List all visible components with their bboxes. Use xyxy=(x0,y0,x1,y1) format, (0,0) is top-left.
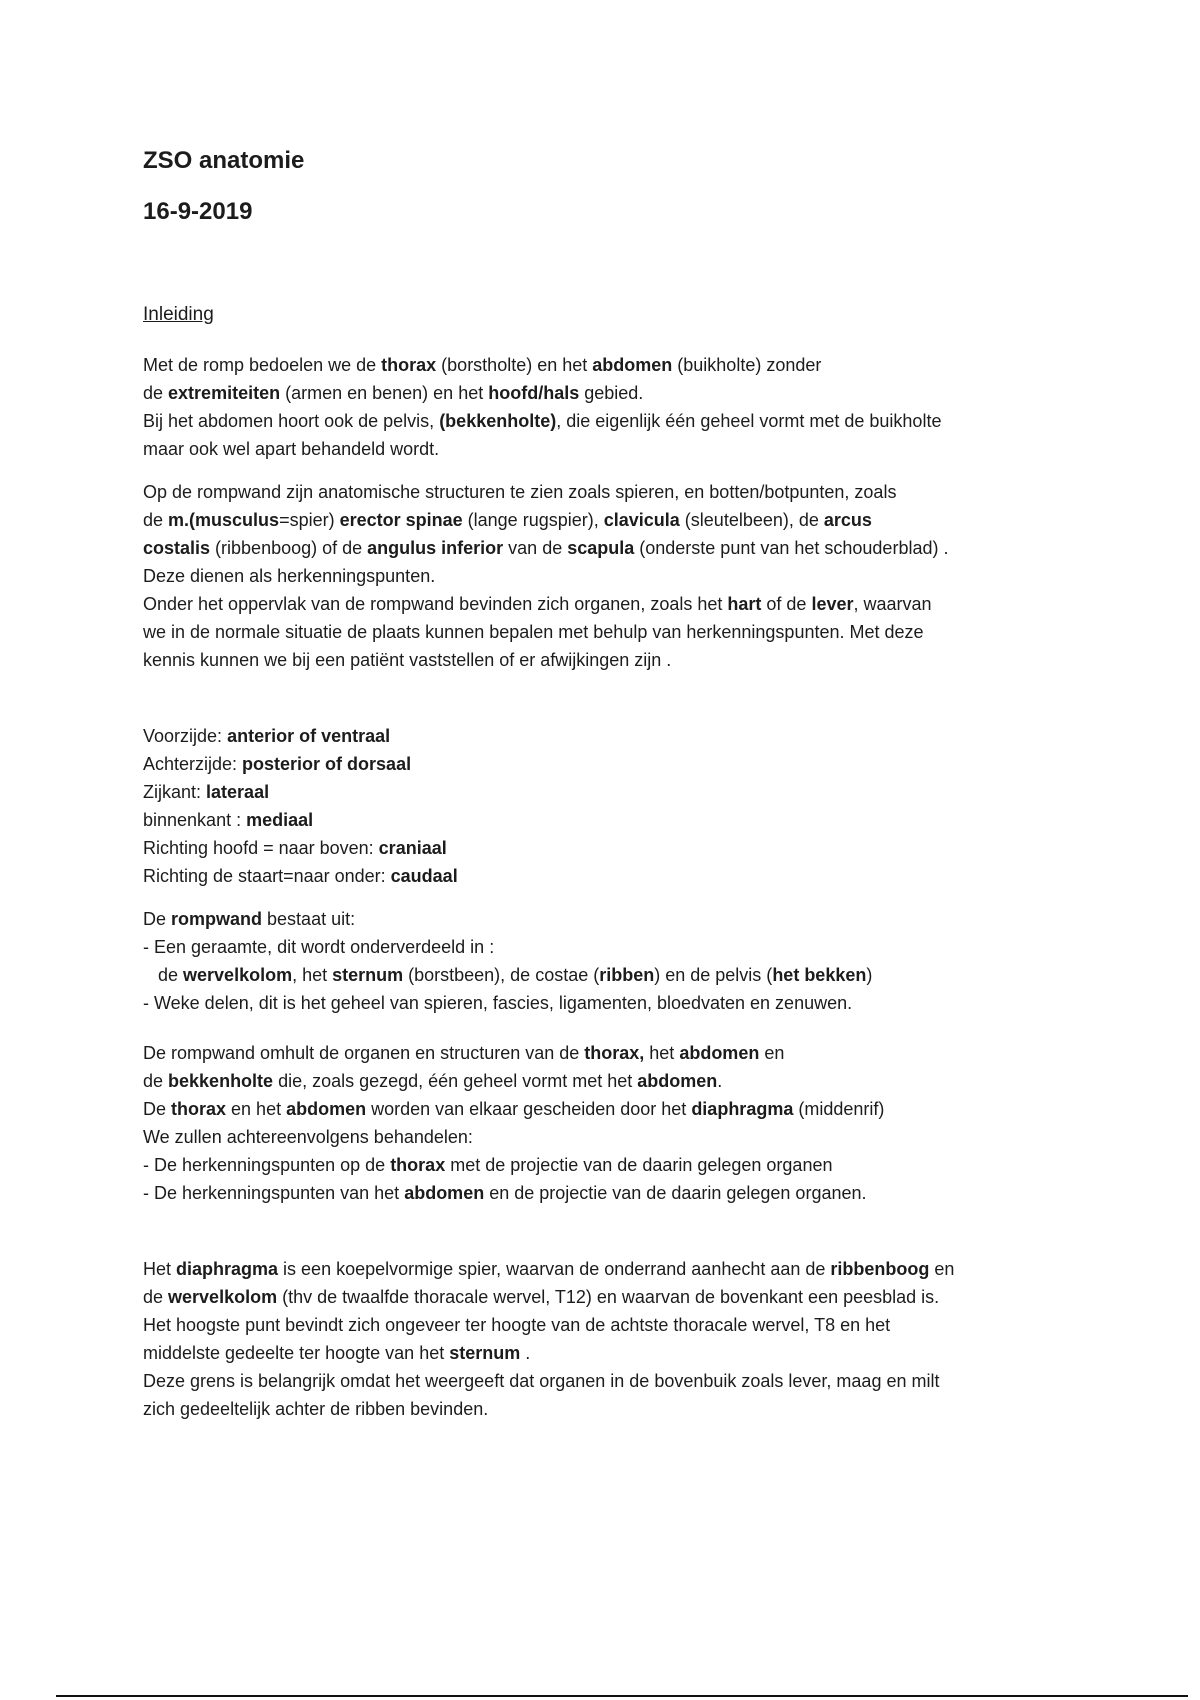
directional-terms-list xyxy=(143,722,1083,890)
bold-term: (bekkenholte) xyxy=(439,411,557,431)
bold-term: hart xyxy=(727,594,762,614)
text-line xyxy=(143,618,1083,646)
text-segment: Richting hoofd = naar boven: xyxy=(143,838,379,858)
bullet-line xyxy=(143,961,1083,989)
bullet-line xyxy=(143,989,1083,1017)
text-segment: is een koepelvormige spier, waarvan de onderrand aanhecht aan de xyxy=(278,1259,831,1279)
text-segment: , het xyxy=(292,965,333,985)
text-segment: , waarvan xyxy=(853,594,932,614)
text-segment: Zijkant: xyxy=(143,782,207,802)
text-segment: De rompwand omhult de organen en structuren van de xyxy=(143,1043,585,1063)
text-segment: De xyxy=(143,1099,172,1119)
bold-term: m.(musculus xyxy=(168,510,280,530)
text-segment: worden van elkaar gescheiden door het xyxy=(366,1099,692,1119)
text-line xyxy=(143,1367,1083,1395)
text-line xyxy=(143,1339,1083,1367)
text-line xyxy=(143,478,1083,506)
text-line xyxy=(143,562,1083,590)
text-line xyxy=(143,905,1083,933)
bold-term: het bekken xyxy=(772,965,867,985)
text-segment: (borstholte) en het xyxy=(436,355,593,375)
bold-term: rompwand xyxy=(171,909,263,929)
paragraph-rompwand-composition xyxy=(143,905,1083,1017)
term-line xyxy=(143,862,1083,890)
bold-term: ribben xyxy=(599,965,655,985)
text-segment: die, zoals gezegd, één geheel vormt met het xyxy=(273,1071,638,1091)
text-line xyxy=(143,1283,1083,1311)
text-line xyxy=(143,351,1083,379)
bold-term: abdomen xyxy=(592,355,673,375)
text-segment: kennis kunnen we bij een patiënt vaststellen of er afwijkingen zijn . xyxy=(143,650,672,670)
bold-term: bekkenholte xyxy=(168,1071,274,1091)
text-segment: de xyxy=(143,510,169,530)
text-segment: en het xyxy=(226,1099,287,1119)
text-segment: (sleutelbeen), de xyxy=(679,510,824,530)
text-line xyxy=(143,506,1083,534)
bullet-line xyxy=(143,1179,1083,1207)
bold-term: erector spinae xyxy=(339,510,463,530)
text-segment: De xyxy=(143,909,172,929)
text-segment: de xyxy=(143,383,169,403)
text-segment: (armen en benen) en het xyxy=(280,383,489,403)
text-line xyxy=(143,1395,1083,1423)
text-segment: . xyxy=(717,1071,723,1091)
text-line xyxy=(143,1067,1083,1095)
text-line xyxy=(143,379,1083,407)
text-segment: de xyxy=(143,1287,169,1307)
term-line xyxy=(143,778,1083,806)
bold-term: hoofd/hals xyxy=(488,383,580,403)
bold-term: abdomen xyxy=(286,1099,367,1119)
document-content xyxy=(143,144,1083,1423)
bold-term: sternum xyxy=(332,965,404,985)
text-segment: (borstbeen), de costae ( xyxy=(403,965,600,985)
text-segment: Achterzijde: xyxy=(143,754,243,774)
text-segment: Richting de staart=naar onder: xyxy=(143,866,391,886)
bold-term: sternum xyxy=(449,1343,521,1363)
bold-term: scapula xyxy=(567,538,635,558)
paragraph-romp-definition xyxy=(143,351,1083,463)
bold-term: mediaal xyxy=(246,810,314,830)
term-line xyxy=(143,750,1083,778)
text-line xyxy=(143,534,1083,562)
bold-term: wervelkolom xyxy=(168,1287,278,1307)
text-segment: We zullen achtereenvolgens behandelen: xyxy=(143,1127,473,1147)
bold-term: arcus xyxy=(823,510,872,530)
text-segment: =spier) xyxy=(279,510,340,530)
text-segment: bestaat uit: xyxy=(262,909,356,929)
term-line xyxy=(143,806,1083,834)
text-segment: - De herkenningspunten op de xyxy=(143,1155,391,1175)
text-segment: Voorzijde: xyxy=(143,726,228,746)
term-line xyxy=(143,722,1083,750)
text-segment: de xyxy=(143,1071,169,1091)
document-title: ZSO anatomie xyxy=(143,147,305,174)
text-segment: (lange rugspier), xyxy=(462,510,604,530)
text-line xyxy=(143,646,1083,674)
text-segment: binnenkant : xyxy=(143,810,247,830)
text-segment: (middenrif) xyxy=(793,1099,885,1119)
bold-term: anterior of ventraal xyxy=(227,726,391,746)
text-segment: - Weke delen, dit is het geheel van spieren, fascies, ligamenten, bloedvaten en zenuwen. xyxy=(143,993,853,1013)
bold-term: abdomen xyxy=(637,1071,718,1091)
text-segment: Onder het oppervlak van de rompwand bevinden zich organen, zoals het xyxy=(143,594,728,614)
text-segment: gebied. xyxy=(579,383,644,403)
text-line xyxy=(143,435,1083,463)
text-line xyxy=(143,1123,1083,1151)
text-segment: Het hoogste punt bevindt zich ongeveer ter hoogte van de achtste thoracale wervel, T8 en het xyxy=(143,1315,891,1335)
text-segment: ) xyxy=(866,965,873,985)
bold-term: clavicula xyxy=(603,510,680,530)
bullet-line xyxy=(143,1151,1083,1179)
text-line xyxy=(143,1039,1083,1067)
page-bottom-rule xyxy=(56,1695,1188,1697)
text-segment: we in de normale situatie de plaats kunnen bepalen met behulp van herkenningspunten. Met deze xyxy=(143,622,924,642)
bold-term: angulus inferior xyxy=(367,538,504,558)
bold-term: diaphragma xyxy=(176,1259,279,1279)
text-line xyxy=(143,1095,1083,1123)
text-segment: (buikholte) zonder xyxy=(672,355,822,375)
text-segment: het xyxy=(644,1043,680,1063)
text-segment: met de projectie van de daarin gelegen organen xyxy=(445,1155,833,1175)
text-segment: (thv de twaalfde thoracale wervel, T12) en waarvan de bovenkant een peesblad is. xyxy=(277,1287,940,1307)
text-segment: (onderste punt van het schouderblad) . xyxy=(634,538,949,558)
bold-term: wervelkolom xyxy=(183,965,293,985)
text-line xyxy=(143,590,1083,618)
bold-term: abdomen xyxy=(404,1183,485,1203)
section-heading-inleiding: Inleiding xyxy=(143,304,214,325)
text-segment: van de xyxy=(503,538,568,558)
bold-term: caudaal xyxy=(390,866,458,886)
paragraph-diaphragma xyxy=(143,1255,1083,1423)
bold-term: ribbenboog xyxy=(830,1259,930,1279)
text-segment: Bij het abdomen hoort ook de pelvis, xyxy=(143,411,440,431)
document-date: 16-9-2019 xyxy=(143,198,253,225)
bullet-line xyxy=(143,933,1083,961)
text-segment: middelste gedeelte ter hoogte van het xyxy=(143,1343,450,1363)
text-segment: - Een geraamte, dit wordt onderverdeeld in : xyxy=(143,937,495,957)
text-line xyxy=(143,407,1083,435)
bold-term: thorax xyxy=(171,1099,227,1119)
paragraph-rompwand-organs xyxy=(143,1039,1083,1207)
text-segment: en de projectie van de daarin gelegen organen. xyxy=(484,1183,867,1203)
bold-term: thorax, xyxy=(584,1043,645,1063)
bold-term: diaphragma xyxy=(691,1099,794,1119)
text-segment: ) en de pelvis ( xyxy=(654,965,773,985)
text-segment: of de xyxy=(761,594,812,614)
bold-term: craniaal xyxy=(378,838,447,858)
text-segment: Het xyxy=(143,1259,177,1279)
text-line xyxy=(143,1311,1083,1339)
text-segment: maar ook wel apart behandeld wordt. xyxy=(143,439,440,459)
bold-term: extremiteiten xyxy=(168,383,281,403)
text-segment: Op de rompwand zijn anatomische structuren te zien zoals spieren, en botten/botpunten, zoals xyxy=(143,482,897,502)
text-segment: - De herkenningspunten van het xyxy=(143,1183,405,1203)
text-segment: zich gedeeltelijk achter de ribben bevinden. xyxy=(143,1399,489,1419)
bold-term: lever xyxy=(811,594,854,614)
text-segment: en xyxy=(759,1043,785,1063)
text-segment: , die eigenlijk één geheel vormt met de buikholte xyxy=(556,411,942,431)
text-line xyxy=(143,1255,1083,1283)
text-segment: (ribbenboog) of de xyxy=(210,538,368,558)
text-segment: . xyxy=(520,1343,531,1363)
text-segment: Deze dienen als herkenningspunten. xyxy=(143,566,436,586)
bold-term: posterior of dorsaal xyxy=(242,754,412,774)
paragraph-rompwand-structures xyxy=(143,478,1083,674)
bold-term: costalis xyxy=(143,538,211,558)
bold-term: abdomen xyxy=(679,1043,760,1063)
bold-term: thorax xyxy=(390,1155,446,1175)
text-segment: Met de romp bedoelen we de xyxy=(143,355,382,375)
text-segment: Deze grens is belangrijk omdat het weergeeft dat organen in de bovenbuik zoals lever, maag en milt xyxy=(143,1371,940,1391)
text-segment: en xyxy=(929,1259,955,1279)
term-line xyxy=(143,834,1083,862)
text-segment: de xyxy=(143,965,184,985)
bold-term: thorax xyxy=(381,355,437,375)
bold-term: lateraal xyxy=(206,782,270,802)
